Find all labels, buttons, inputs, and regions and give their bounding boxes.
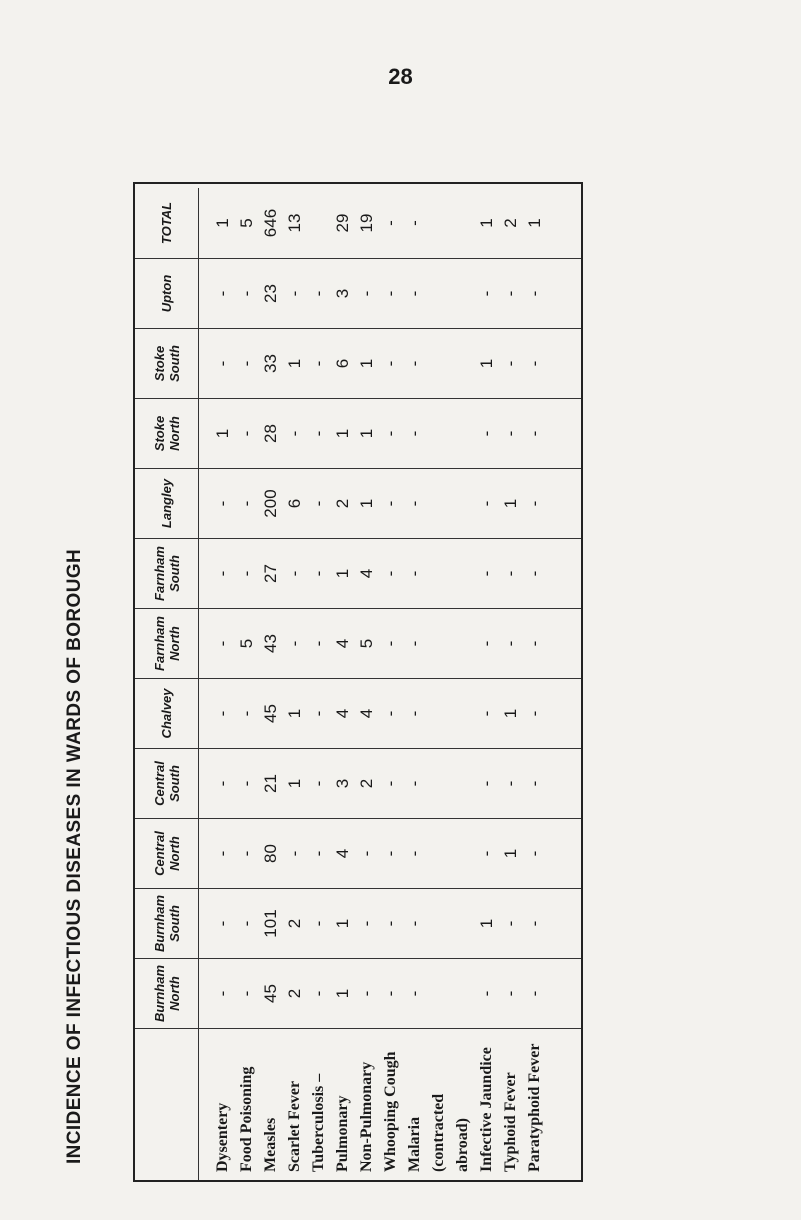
page-number: 28 [388, 64, 413, 89]
table-cell [451, 399, 475, 468]
table-cell: - [309, 850, 328, 857]
table-cell: - [285, 290, 304, 297]
table-cell: - [285, 850, 304, 857]
table-cell: - [213, 360, 232, 367]
table-cell: - [357, 290, 376, 297]
disease-label: Tuberculosis – [310, 1073, 327, 1172]
table-cell: - [477, 500, 496, 507]
table-cell [451, 259, 475, 328]
disease-column [135, 1028, 581, 1180]
column-header [135, 959, 199, 1028]
table-cell: - [405, 430, 424, 437]
ward-column [135, 748, 581, 818]
table-cell: - [381, 990, 400, 997]
disease-label: Infective Jaundice [478, 1047, 495, 1172]
table-cell: - [213, 780, 232, 787]
table-cell: 23 [261, 284, 280, 303]
table-cell: 2 [285, 988, 304, 999]
table-cell: 1 [333, 428, 352, 439]
table-cell: - [285, 430, 304, 437]
table-cell: - [309, 640, 328, 647]
table-cell: 1 [477, 918, 496, 929]
table-cell: - [381, 570, 400, 577]
column-header-line1: TOTAL [159, 201, 174, 245]
table-cell: - [405, 780, 424, 787]
table-cell [451, 679, 475, 748]
column-header [135, 329, 199, 398]
table-cell: 6 [285, 498, 304, 509]
table-cell: 1 [285, 778, 304, 789]
table-cell: - [237, 290, 256, 297]
column-header-line1: Stoke [151, 415, 167, 452]
table-cell: 646 [261, 208, 280, 238]
column-header-line1: Stoke [151, 345, 167, 382]
table-cell: 27 [261, 564, 280, 583]
table-cell: 2 [333, 498, 352, 509]
column-header [135, 819, 199, 888]
disease-label: Scarlet Fever [286, 1080, 303, 1172]
table-cell: 43 [261, 634, 280, 653]
column-header-line2: North [166, 626, 182, 661]
table-cell [427, 749, 451, 818]
table-cell: - [213, 570, 232, 577]
table-cell: 45 [261, 984, 280, 1003]
disease-label: Dysentery [214, 1102, 231, 1172]
table-cell: - [381, 360, 400, 367]
ward-column [135, 608, 581, 678]
column-header-line2: South [166, 765, 182, 802]
column-header [135, 399, 199, 468]
table-cell: - [405, 360, 424, 367]
ward-column [135, 818, 581, 888]
table-cell: 3 [333, 778, 352, 789]
table-cell: - [501, 570, 520, 577]
table-cell: - [525, 780, 544, 787]
table-cell: 1 [501, 848, 520, 859]
table-cell: 33 [261, 354, 280, 373]
table-cell: - [405, 990, 424, 997]
table-cell [427, 469, 451, 538]
table-cell: 5 [237, 638, 256, 649]
incidence-table [133, 182, 583, 1182]
table-cell: 28 [261, 424, 280, 443]
table-cell: - [501, 990, 520, 997]
disease-label: Pulmonary [334, 1095, 351, 1172]
table-cell [451, 469, 475, 538]
column-header-line1: Central [151, 831, 167, 876]
table-cell: 21 [261, 774, 280, 793]
table-cell [427, 259, 451, 328]
table-cell: 13 [285, 213, 304, 233]
table-cell: 1 [285, 708, 304, 719]
ward-column [135, 258, 581, 328]
table-cell [451, 539, 475, 608]
table-cell: 45 [261, 704, 280, 723]
column-header-line2: North [166, 976, 182, 1011]
table-cell: - [357, 990, 376, 997]
disease-label: Measles [262, 1117, 279, 1172]
table-cell: - [477, 290, 496, 297]
table-cell: - [501, 290, 520, 297]
table-cell: 5 [237, 218, 256, 228]
table-cell: - [405, 570, 424, 577]
column-header-line1: Burnham [151, 894, 167, 953]
column-header [135, 609, 199, 678]
table-cell [451, 749, 475, 818]
table-cell: - [357, 920, 376, 927]
table-cell: - [237, 500, 256, 507]
table-cell: - [501, 360, 520, 367]
table-cell: 1 [333, 988, 352, 999]
table-cell: - [501, 430, 520, 437]
column-header [135, 539, 199, 608]
column-header-line1: Upton [159, 274, 174, 313]
table-cell: 2 [501, 218, 520, 228]
table-cell: 1 [333, 918, 352, 929]
table-cell: - [213, 710, 232, 717]
table-cell: 200 [261, 489, 280, 518]
table-cell: - [213, 850, 232, 857]
table-cell: - [237, 430, 256, 437]
table-cell: - [381, 780, 400, 787]
column-header-line2: South [166, 905, 182, 942]
table-cell: - [213, 990, 232, 997]
table-cell: - [405, 850, 424, 857]
table-cell: - [477, 780, 496, 787]
table-cell: - [525, 360, 544, 367]
table-cell [451, 819, 475, 888]
column-header [135, 889, 199, 958]
column-header-line1: Chalvey [159, 688, 174, 739]
ward-column [135, 398, 581, 468]
table-cell: - [309, 290, 328, 297]
table-cell: - [405, 640, 424, 647]
table-cell: - [501, 920, 520, 927]
column-header [135, 679, 199, 748]
table-cell: 1 [525, 218, 544, 228]
table-cell: 4 [357, 708, 376, 719]
table-cell [427, 889, 451, 958]
table-cell: 6 [333, 358, 352, 369]
table-cell: - [405, 220, 424, 226]
table-cell: - [357, 850, 376, 857]
table-title: INCIDENCE OF INFECTIOUS DISEASES IN WARDS OF BOROUGH [64, 548, 85, 1164]
table-cell: 1 [501, 498, 520, 509]
table-cell [307, 188, 331, 258]
table-cell: 2 [357, 778, 376, 789]
table-cell: 2 [285, 918, 304, 929]
table-cell: - [477, 430, 496, 437]
disease-label: Malaria [406, 1116, 423, 1172]
disease-label: Paratyphoid Fever [526, 1043, 543, 1172]
table-cell: - [285, 640, 304, 647]
table-cell: 1 [477, 218, 496, 228]
table-cell: - [477, 990, 496, 997]
table-cell [427, 959, 451, 1028]
table-cell: - [381, 640, 400, 647]
ward-column [135, 468, 581, 538]
table-cell: - [237, 780, 256, 787]
table-cell: - [525, 290, 544, 297]
disease-label: (contracted [430, 1093, 447, 1172]
table-cell: - [237, 850, 256, 857]
table-cell [451, 889, 475, 958]
table-cell: - [213, 290, 232, 297]
table-cell: - [501, 640, 520, 647]
table-cell: 1 [213, 428, 232, 439]
table-cell: - [381, 920, 400, 927]
table-cell [451, 329, 475, 398]
table-cell [427, 609, 451, 678]
table-cell [427, 329, 451, 398]
column-header-line1: Langley [159, 478, 174, 529]
ward-column [135, 538, 581, 608]
table-cell: 1 [333, 568, 352, 579]
column-header-line1: Burnham [151, 964, 167, 1023]
table-cell: 1 [357, 498, 376, 509]
table-cell: - [309, 710, 328, 717]
table-cell: 5 [357, 638, 376, 649]
table-cell: - [525, 640, 544, 647]
table-cell [427, 399, 451, 468]
disease-label: Non-Pulmonary [358, 1061, 375, 1172]
table-cell: 3 [333, 288, 352, 299]
table-cell: - [477, 710, 496, 717]
table-cell: - [525, 570, 544, 577]
table-cell: - [525, 500, 544, 507]
column-header-line2: North [166, 836, 182, 871]
table-cell: - [309, 780, 328, 787]
disease-label: Whooping Cough [382, 1051, 399, 1172]
table-cell: - [309, 570, 328, 577]
column-header-line2: South [166, 345, 182, 382]
column-header-line1: Central [151, 761, 167, 806]
table-cell: - [237, 710, 256, 717]
table-cell: - [525, 920, 544, 927]
table-cell: - [309, 360, 328, 367]
table-cell: - [309, 500, 328, 507]
table-cell: - [237, 990, 256, 997]
table-cell: - [381, 430, 400, 437]
disease-header-cell [135, 1029, 199, 1180]
table-cell: - [381, 290, 400, 297]
table-cell: 1 [285, 358, 304, 369]
table-cell: - [525, 710, 544, 717]
table-cell: - [381, 710, 400, 717]
ward-column [135, 678, 581, 748]
table-cell [427, 679, 451, 748]
table-cell: - [309, 990, 328, 997]
column-header-line1: Farnham [151, 616, 167, 671]
table-cell: 1 [213, 218, 232, 228]
table-cell: - [213, 500, 232, 507]
table-cell: 1 [477, 358, 496, 369]
table-cell: - [285, 570, 304, 577]
table-cell: - [237, 920, 256, 927]
table-cell: - [381, 500, 400, 507]
table-cell: 4 [357, 568, 376, 579]
table-cell: - [477, 850, 496, 857]
table-cell: - [237, 360, 256, 367]
table-cell: - [501, 780, 520, 787]
table-cell: - [309, 430, 328, 437]
table-cell: 4 [333, 638, 352, 649]
disease-label: Food Poisoning [238, 1066, 255, 1172]
table-cell: 1 [357, 358, 376, 369]
table-cell: - [381, 220, 400, 226]
table-cell [427, 188, 451, 258]
column-header-line2: North [166, 416, 182, 451]
table-cell: 4 [333, 708, 352, 719]
table-cell: - [213, 920, 232, 927]
table-cell: 80 [261, 844, 280, 863]
column-header [135, 188, 199, 258]
table-cell [451, 188, 475, 258]
table-cell [427, 539, 451, 608]
table-cell: - [405, 920, 424, 927]
table-cell: - [405, 710, 424, 717]
column-header [135, 749, 199, 818]
disease-label: Typhoid Fever [502, 1072, 519, 1172]
table-cell: 1 [357, 428, 376, 439]
table-cell: - [213, 640, 232, 647]
table-cell: - [525, 990, 544, 997]
table-cell [451, 609, 475, 678]
ward-column [135, 888, 581, 958]
table-cell: 1 [501, 708, 520, 719]
table-cell: - [237, 570, 256, 577]
table-cell [451, 959, 475, 1028]
table-cell: - [477, 570, 496, 577]
table-cell: 4 [333, 848, 352, 859]
table-cell: 101 [261, 909, 280, 938]
ward-column [135, 328, 581, 398]
table-cell: - [525, 850, 544, 857]
table-cell: - [525, 430, 544, 437]
column-header [135, 469, 199, 538]
ward-column [135, 958, 581, 1028]
table-cell [427, 819, 451, 888]
table-cell: - [405, 290, 424, 297]
table-cell: - [405, 500, 424, 507]
disease-label: abroad) [454, 1118, 471, 1172]
table-cell: 19 [357, 213, 376, 233]
column-header [135, 259, 199, 328]
ward-column [135, 188, 581, 258]
table-cell: - [381, 850, 400, 857]
column-header-line1: Farnham [151, 546, 167, 601]
table-cell: - [477, 640, 496, 647]
column-header-line2: South [166, 555, 182, 592]
table-cell: 29 [333, 213, 352, 233]
table-cell: - [309, 920, 328, 927]
